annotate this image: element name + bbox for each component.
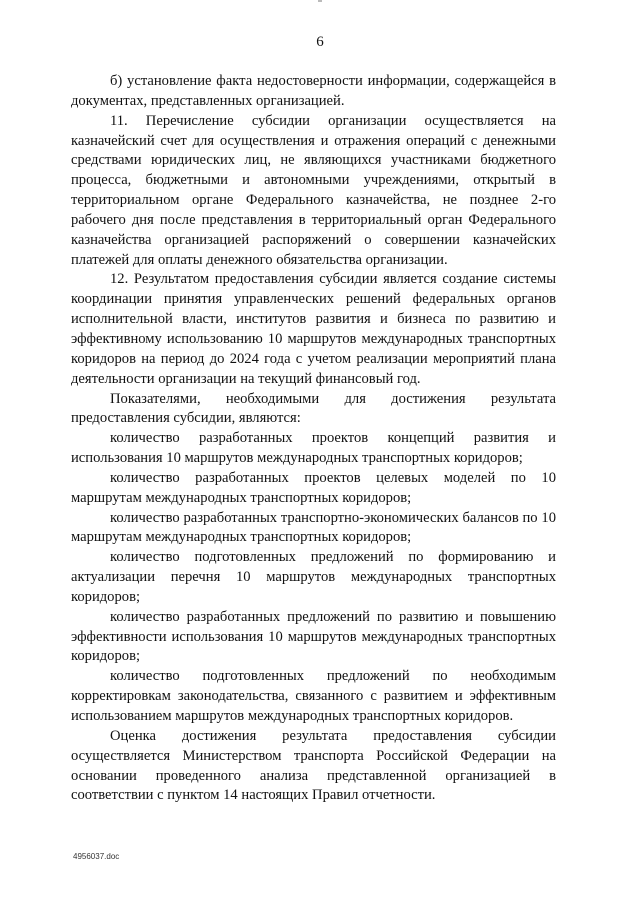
paragraph-subitem-b: б) установление факта недостоверности информации, содержащейся в документах, представленных организацией. <box>71 73 556 109</box>
footer-doc-code: 4956037.doc <box>73 852 120 861</box>
list-item-indicator-3: количество разработанных транспортно-экономических балансов по 10 маршрутам международных транспортных коридоров; <box>71 509 556 546</box>
paragraph-assessment: Оценка достижения результата предоставления субсидии осуществляется Министерством транспорта Российской Федерации на основании проведенного анализа представленной организацией в соответствии с пунктом 14 настоящих Правил отчетности. <box>71 727 556 804</box>
paragraph-clause-12: 12. Результатом предоставления субсидии является создание системы координации принятия управленческих решений федеральных органов исполнительной власти, институтов развития и бизнеса по развитию и эффективному использованию 10 маршрутов международных транспортных коридоров на период до 2024 года с учетом реализации мероприятий плана деятельности организации на текущий финансовый год. <box>71 271 556 387</box>
list-item-indicator-1: количество разработанных проектов концепций развития и использования 10 маршрутов международных транспортных коридоров; <box>71 430 556 467</box>
list-item-indicator-5: количество разработанных предложений по развитию и повышению эффективности использования 10 маршрутов международных транспортных коридоров; <box>71 608 556 665</box>
page-number: 6 <box>316 34 324 50</box>
paragraph-indicators-intro: Показателями, необходимыми для достижения результата предоставления субсидии, являются: <box>71 390 556 427</box>
scan-mark <box>318 0 322 2</box>
list-item-indicator-4: количество подготовленных предложений по формированию и актуализации перечня 10 маршрутов международных транспортных коридоров; <box>71 549 556 605</box>
paragraph-clause-11: 11. Перечисление субсидии организации осуществляется на казначейский счет для осуществления и отражения операций с денежными средствами юридических лиц, не являющихся участниками бюджетного процесса, бюджетными и автономными учреждениями, открытый в территориальном органе Федерального казначейства, не позднее 2-го рабочего дня после представления в территориальный орган Федерального казначейства организацией распоряжений о совершении казначейских платежей для оплаты денежного обязательства организации. <box>71 112 556 268</box>
list-item-indicator-6: количество подготовленных предложений по необходимым корректировкам законодательства, связанного с развитием и эффективным использованием маршрутов международных транспортных коридоров. <box>71 668 556 724</box>
document-body <box>71 72 556 806</box>
list-item-indicator-2: количество разработанных проектов целевых моделей по 10 маршрутам международных транспортных коридоров; <box>71 469 556 506</box>
